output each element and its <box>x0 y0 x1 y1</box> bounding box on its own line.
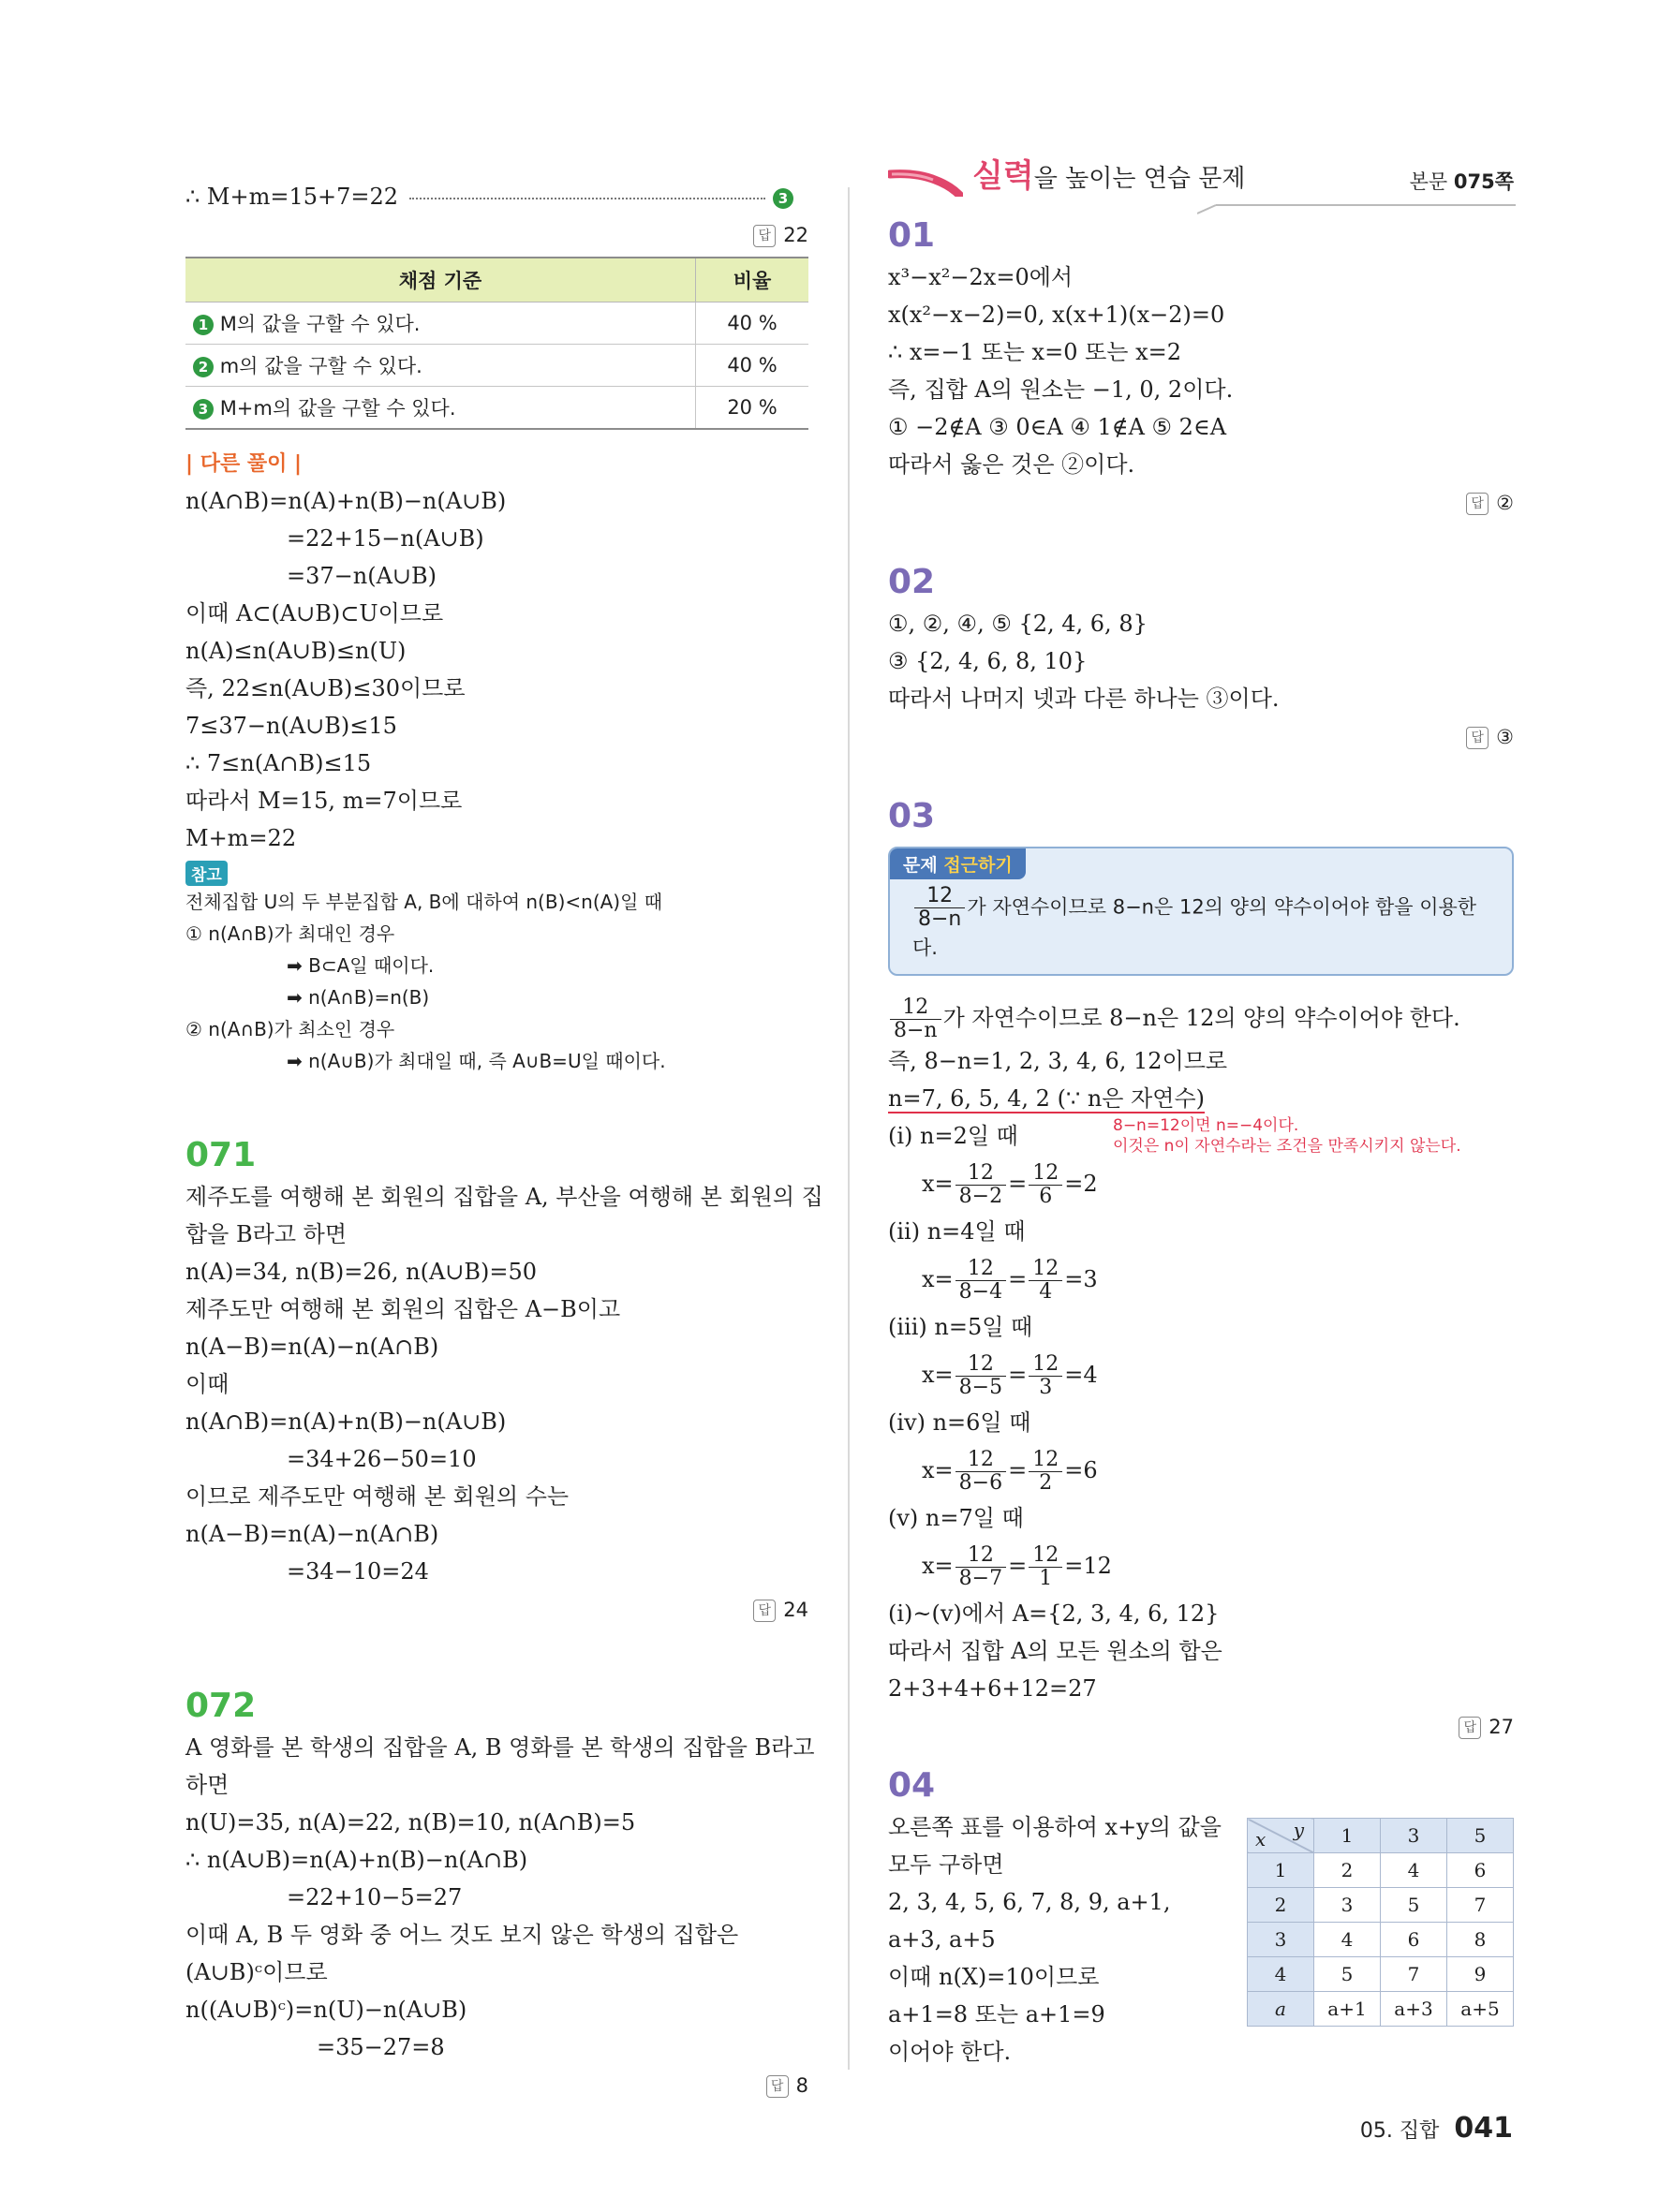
text-line: 7≤37−n(A∪B)≤15 <box>185 713 397 739</box>
table-row <box>1248 1853 1514 1888</box>
x-equals: x= <box>922 1266 954 1292</box>
problem-number: 072 <box>185 1687 257 1725</box>
text-line: A 영화를 본 학생의 집합을 A, B 영화를 본 학생의 집합을 B라고 <box>185 1734 815 1761</box>
frac-num: 12 <box>914 885 965 908</box>
text-line: (ⅰ)~(ⅴ)에서 A={2, 3, 4, 6, 12} <box>888 1600 1220 1627</box>
table-cell: 3 <box>1314 1888 1381 1923</box>
text-line: x(x²−x−2)=0, x(x+1)(x−2)=0 <box>888 302 1225 328</box>
problem-071 <box>185 1133 823 1626</box>
grading-header-criteria: 채점 기준 <box>185 258 696 302</box>
fraction <box>1029 1162 1062 1208</box>
text-line: 따라서 나머지 넷과 다른 하나는 ③이다. <box>888 686 1280 712</box>
text-line: 2+3+4+6+12=27 <box>888 1675 1097 1702</box>
case-equation <box>888 1155 1514 1213</box>
problem-number: 04 <box>888 1766 936 1805</box>
case-label: (ⅱ) n=4일 때 <box>888 1218 1026 1245</box>
text-line: 이므로 제주도만 여행해 본 회원의 수는 <box>185 1483 570 1510</box>
col-header: 1 <box>1314 1819 1381 1853</box>
text-line: ➡ n(A∪B)가 최대일 때, 즉 A∪B=U일 때이다. <box>287 1050 666 1072</box>
sum-table <box>1247 1818 1514 2027</box>
row-header: 4 <box>1248 1957 1314 1992</box>
answer-line <box>185 2070 808 2101</box>
problem-body <box>185 1729 815 2066</box>
header-underline <box>1197 204 1516 215</box>
answer-badge-icon: 답 <box>753 225 776 247</box>
table-cell: 4 <box>1314 1923 1381 1957</box>
fraction <box>890 996 941 1042</box>
note-section <box>185 861 808 1077</box>
text-line: 이때 A⊂(A∪B)⊂U이므로 <box>185 600 444 627</box>
frac-num: 12 <box>890 996 941 1020</box>
frac-den: 8−7 <box>958 1567 1003 1590</box>
problem-number: 02 <box>888 563 936 601</box>
answer-line <box>888 1711 1514 1743</box>
case-equation <box>888 1250 1514 1308</box>
col-header: 5 <box>1447 1819 1514 1853</box>
text-line: n(A∩B)=n(A)+n(B)−n(A∪B) <box>185 488 507 514</box>
text-line: 이어야 한다. <box>888 2039 1012 2065</box>
equals-sign: = <box>1008 1553 1028 1579</box>
equals-sign: = <box>1008 1266 1028 1292</box>
page-number: 041 <box>1454 2112 1513 2145</box>
fraction <box>1029 1449 1062 1495</box>
p03-line2: 즉, 8−n=1, 2, 3, 4, 6, 12이므로 <box>888 1048 1228 1074</box>
corner-x: x <box>1255 1828 1266 1851</box>
problem-02 <box>888 560 1514 753</box>
text-line: n(U)=35, n(A)=22, n(B)=10, n(A∩B)=5 <box>185 1809 636 1836</box>
brush-stroke-icon <box>888 169 963 197</box>
text-line: 전체집합 U의 두 부분집합 A, B에 대하여 n(B)<n(A)일 때 <box>185 891 663 913</box>
alt-solution-title: | 다른 풀이 | <box>185 452 303 476</box>
ratio-cell: 40 % <box>696 302 809 345</box>
problem-body <box>185 1178 823 1590</box>
case-result: =3 <box>1064 1266 1098 1292</box>
text-line: ③ {2, 4, 6, 8, 10} <box>888 648 1088 674</box>
case-label: (ⅴ) n=7일 때 <box>888 1505 1024 1531</box>
p03-line1 <box>888 996 1514 1042</box>
text-line: ➡ B⊂A일 때이다. <box>287 954 435 977</box>
text-line: =37−n(A∪B) <box>287 563 437 589</box>
frac-num: 12 <box>955 1544 1006 1568</box>
case-equation <box>888 1537 1514 1595</box>
text-line: 따라서 옳은 것은 ②이다. <box>888 451 1135 478</box>
answer-value: ② <box>1496 492 1514 514</box>
text-line: ∴ 7≤n(A∩B)≤15 <box>185 750 372 776</box>
corner-y: y <box>1293 1819 1304 1841</box>
table-row <box>1248 1992 1514 2027</box>
answer-badge-icon: 답 <box>1466 727 1489 749</box>
criteria-text: m의 값을 구할 수 있다. <box>219 355 422 377</box>
step-circle: 3 <box>193 399 214 420</box>
equals-sign: = <box>1008 1457 1028 1483</box>
ratio-cell: 40 % <box>696 345 809 387</box>
frac-num: 12 <box>1029 1449 1062 1472</box>
frac-den: 2 <box>1039 1471 1053 1495</box>
answer-value: 27 <box>1489 1716 1514 1738</box>
table-cell: a+1 <box>1314 1992 1381 2027</box>
x-equals: x= <box>922 1457 954 1483</box>
frac-num: 12 <box>955 1353 1006 1377</box>
red-note-2: 이것은 n이 자연수라는 조건을 만족시키지 않는다. <box>1113 1137 1461 1156</box>
text-line: =22+15−n(A∪B) <box>287 525 484 552</box>
row-header: 3 <box>1248 1923 1314 1957</box>
fraction <box>955 1544 1006 1590</box>
text-line: 따라서 M=15, m=7이므로 <box>185 788 463 814</box>
fraction <box>1029 1544 1062 1590</box>
text-line: (A∪B)ᶜ이므로 <box>185 1959 328 1985</box>
x-equals: x= <box>922 1553 954 1579</box>
row-header: 2 <box>1248 1888 1314 1923</box>
text-line: 이때 A, B 두 영화 중 어느 것도 보지 않은 학생의 집합은 <box>185 1922 739 1948</box>
text-line: ② n(A∩B)가 최소인 경우 <box>185 1018 395 1040</box>
text-line: a+3, a+5 <box>888 1926 996 1953</box>
step-circle: 2 <box>193 357 214 377</box>
answer-badge-icon: 답 <box>753 1600 776 1622</box>
text-line: 합을 B라고 하면 <box>185 1221 347 1247</box>
table-cell: 7 <box>1381 1957 1447 1992</box>
step-circle: 1 <box>193 315 214 335</box>
grading-header-ratio: 비율 <box>696 258 809 302</box>
x-equals: x= <box>922 1362 954 1388</box>
text-line: 즉, 22≤n(A∪B)≤30이므로 <box>185 675 466 701</box>
answer-value: ③ <box>1496 726 1514 748</box>
row-header: 1 <box>1248 1853 1314 1888</box>
fraction <box>955 1353 1006 1399</box>
problem-body <box>888 605 1514 717</box>
text-line: n(A−B)=n(A)−n(A∩B) <box>185 1521 439 1547</box>
case-label: (ⅰ) n=2일 때 <box>888 1123 1018 1149</box>
note-body <box>185 886 808 1077</box>
case-result: =6 <box>1064 1457 1098 1483</box>
case-list <box>888 1117 1514 1595</box>
summary-formula: ∴ M+m=15+7=22 <box>185 184 399 210</box>
table-row <box>1248 1923 1514 1957</box>
text-line: ①, ②, ④, ⑤ {2, 4, 6, 8} <box>888 611 1148 637</box>
frac-den: 8−n <box>918 907 962 931</box>
p03-line3: n=7, 6, 5, 4, 2 (∵ n은 자연수) <box>888 1085 1206 1112</box>
chapter-label: 05. 집합 <box>1359 2119 1440 2143</box>
answer-line <box>888 721 1514 753</box>
answer-badge-icon: 답 <box>1466 493 1489 515</box>
frac-num: 12 <box>1029 1353 1062 1377</box>
column-divider <box>848 187 850 2070</box>
summary-line <box>185 178 808 215</box>
case-result: =2 <box>1064 1171 1098 1197</box>
table-row <box>185 387 808 430</box>
criteria-text: M+m의 값을 구할 수 있다. <box>219 397 456 420</box>
table-row <box>1248 1957 1514 1992</box>
table-cell: a+3 <box>1381 1992 1447 2027</box>
text-line: a+1=8 또는 a+1=9 <box>888 2001 1105 2028</box>
approach-box <box>888 847 1514 976</box>
answer-line <box>888 487 1514 519</box>
frac-num: 12 <box>1029 1258 1062 1281</box>
case-equation <box>888 1441 1514 1499</box>
ref-prefix: 본문 <box>1409 170 1454 193</box>
text-line: =34+26−50=10 <box>287 1446 477 1472</box>
problem-04 <box>888 1763 1514 2071</box>
text-line: 즉, 집합 A의 원소는 −1, 0, 2이다. <box>888 376 1234 403</box>
page-footer <box>1360 2112 1513 2145</box>
case-equation <box>888 1346 1514 1404</box>
fraction <box>1029 1353 1062 1399</box>
problem-01 <box>888 214 1514 519</box>
case-result: =12 <box>1064 1553 1112 1579</box>
table-cell: 5 <box>1314 1957 1381 1992</box>
text-line: ∴ x=−1 또는 x=0 또는 x=2 <box>888 339 1182 365</box>
text-line: ➡ n(A∩B)=n(B) <box>287 986 430 1009</box>
corner-cell <box>1248 1819 1314 1853</box>
table-row <box>185 345 808 387</box>
table-cell: 4 <box>1381 1853 1447 1888</box>
fraction <box>955 1258 1006 1304</box>
frac-den: 4 <box>1039 1280 1053 1304</box>
text-line: ① −2∉A ③ 0∈A ④ 1∉A ⑤ 2∈A <box>888 414 1227 440</box>
text-line: 오른쪽 표를 이용하여 x+y의 값을 <box>888 1814 1222 1840</box>
line-text: 가 자연수이므로 8−n은 12의 양의 약수이어야 한다. <box>942 1005 1460 1031</box>
red-annotation <box>1113 1115 1461 1157</box>
approach-tag-a: 문제 <box>903 855 944 876</box>
cases-block <box>888 1117 1514 1595</box>
text-line: 제주도를 여행해 본 회원의 집합을 A, 부산을 여행해 본 회원의 집 <box>185 1184 823 1210</box>
frac-den: 8−n <box>894 1019 938 1042</box>
frac-num: 12 <box>955 1258 1006 1281</box>
approach-tag <box>890 848 1026 879</box>
alt-solution-body <box>185 482 808 857</box>
text-line: n(A∩B)=n(A)+n(B)−n(A∪B) <box>185 1408 507 1435</box>
frac-den: 3 <box>1039 1376 1053 1399</box>
criteria-text: M의 값을 구할 수 있다. <box>219 313 421 335</box>
fraction <box>955 1449 1006 1495</box>
step-circle: 3 <box>773 188 793 209</box>
approach-text-row <box>890 879 1512 974</box>
text-line: 이때 n(X)=10이므로 <box>888 1964 1100 1990</box>
text-line: ① n(A∩B)가 최대인 경우 <box>185 922 395 945</box>
table-cell: 9 <box>1447 1957 1514 1992</box>
red-note-1: 8−n=12이면 n=−4이다. <box>1113 1116 1299 1135</box>
problem-03 <box>888 794 1514 1743</box>
text-line: 이때 <box>185 1371 230 1397</box>
frac-den: 8−5 <box>958 1376 1003 1399</box>
approach-text: 가 자연수이므로 8−n은 12의 양의 약수이어야 함을 이용한다. <box>912 895 1477 959</box>
case-result: =4 <box>1064 1362 1098 1388</box>
right-column <box>888 150 1514 2071</box>
text-line: n((A∪B)ᶜ)=n(U)−n(A∪B) <box>185 1997 467 2023</box>
text-line: x³−x²−2x=0에서 <box>888 264 1074 290</box>
equals-sign: = <box>1008 1171 1028 1197</box>
table-cell: 8 <box>1447 1923 1514 1957</box>
frac-den: 1 <box>1039 1567 1053 1590</box>
text-line: M+m=22 <box>185 825 297 851</box>
text-line: =34−10=24 <box>287 1558 429 1585</box>
col-header: 3 <box>1381 1819 1447 1853</box>
frac-den: 6 <box>1039 1185 1053 1208</box>
frac-den: 8−6 <box>958 1471 1003 1495</box>
problem-072 <box>185 1684 815 2101</box>
note-tag: 참고 <box>185 861 228 886</box>
fraction <box>1029 1258 1062 1304</box>
table-cell: a+5 <box>1447 1992 1514 2027</box>
ref-page: 075쪽 <box>1453 170 1514 193</box>
text-line: 제주도만 여행해 본 회원의 집합은 A−B이고 <box>185 1296 621 1322</box>
answer-value: 24 <box>783 1599 808 1621</box>
answer-value: 22 <box>783 224 808 246</box>
text-line: 하면 <box>185 1772 230 1798</box>
fraction <box>955 1162 1006 1208</box>
text-line: 2, 3, 4, 5, 6, 7, 8, 9, a+1, <box>888 1889 1171 1915</box>
table-cell: 6 <box>1447 1853 1514 1888</box>
problem-body <box>888 258 1514 483</box>
row-header: a <box>1248 1992 1314 2027</box>
table-row <box>185 302 808 345</box>
table-cell: 5 <box>1381 1888 1447 1923</box>
approach-tag-b: 접근하기 <box>943 855 1013 876</box>
page-reference <box>1410 167 1514 195</box>
frac-den: 8−2 <box>958 1185 1003 1208</box>
text-line: 모두 구하면 <box>888 1851 1004 1878</box>
text-line: =35−27=8 <box>317 2034 445 2060</box>
text-line: n(A−B)=n(A)−n(A∩B) <box>185 1334 439 1360</box>
text-line: =22+10−5=27 <box>287 1884 463 1910</box>
grading-table <box>185 257 808 430</box>
problem-number: 03 <box>888 797 936 835</box>
section-title-rest: 을 높이는 연습 문제 <box>1033 165 1246 193</box>
table-row <box>1248 1819 1514 1853</box>
table-cell: 6 <box>1381 1923 1447 1957</box>
text-line: n(A)≤n(A∪B)≤n(U) <box>185 638 407 664</box>
equals-sign: = <box>1008 1362 1028 1388</box>
text-line: n(A)=34, n(B)=26, n(A∪B)=50 <box>185 1259 538 1285</box>
table-cell: 2 <box>1314 1853 1381 1888</box>
case-label: (ⅲ) n=5일 때 <box>888 1314 1033 1340</box>
x-equals: x= <box>922 1171 954 1197</box>
frac-den: 8−4 <box>958 1280 1003 1304</box>
frac-num: 12 <box>1029 1162 1062 1186</box>
section-header <box>888 150 1514 217</box>
fraction <box>914 885 965 931</box>
frac-num: 12 <box>955 1449 1006 1472</box>
table-row <box>1248 1888 1514 1923</box>
answer-line <box>185 219 808 251</box>
left-column <box>185 178 823 2101</box>
problem-number: 01 <box>888 216 936 255</box>
answer-value: 8 <box>795 2074 808 2097</box>
ratio-cell: 20 % <box>696 387 809 430</box>
answer-line <box>185 1594 808 1626</box>
frac-num: 12 <box>955 1162 1006 1186</box>
section-title-highlight: 실력 <box>972 157 1034 195</box>
leader-dots <box>409 198 765 199</box>
answer-badge-icon: 답 <box>1459 1717 1481 1739</box>
conclusion <box>888 1595 1514 1707</box>
problem-number: 071 <box>185 1136 257 1174</box>
frac-num: 12 <box>1029 1544 1062 1568</box>
text-line: 따라서 집합 A의 모든 원소의 합은 <box>888 1638 1222 1664</box>
answer-badge-icon: 답 <box>766 2075 789 2098</box>
case-label: (ⅳ) n=6일 때 <box>888 1409 1031 1436</box>
text-line: ∴ n(A∪B)=n(A)+n(B)−n(A∩B) <box>185 1847 528 1873</box>
table-cell: 7 <box>1447 1888 1514 1923</box>
